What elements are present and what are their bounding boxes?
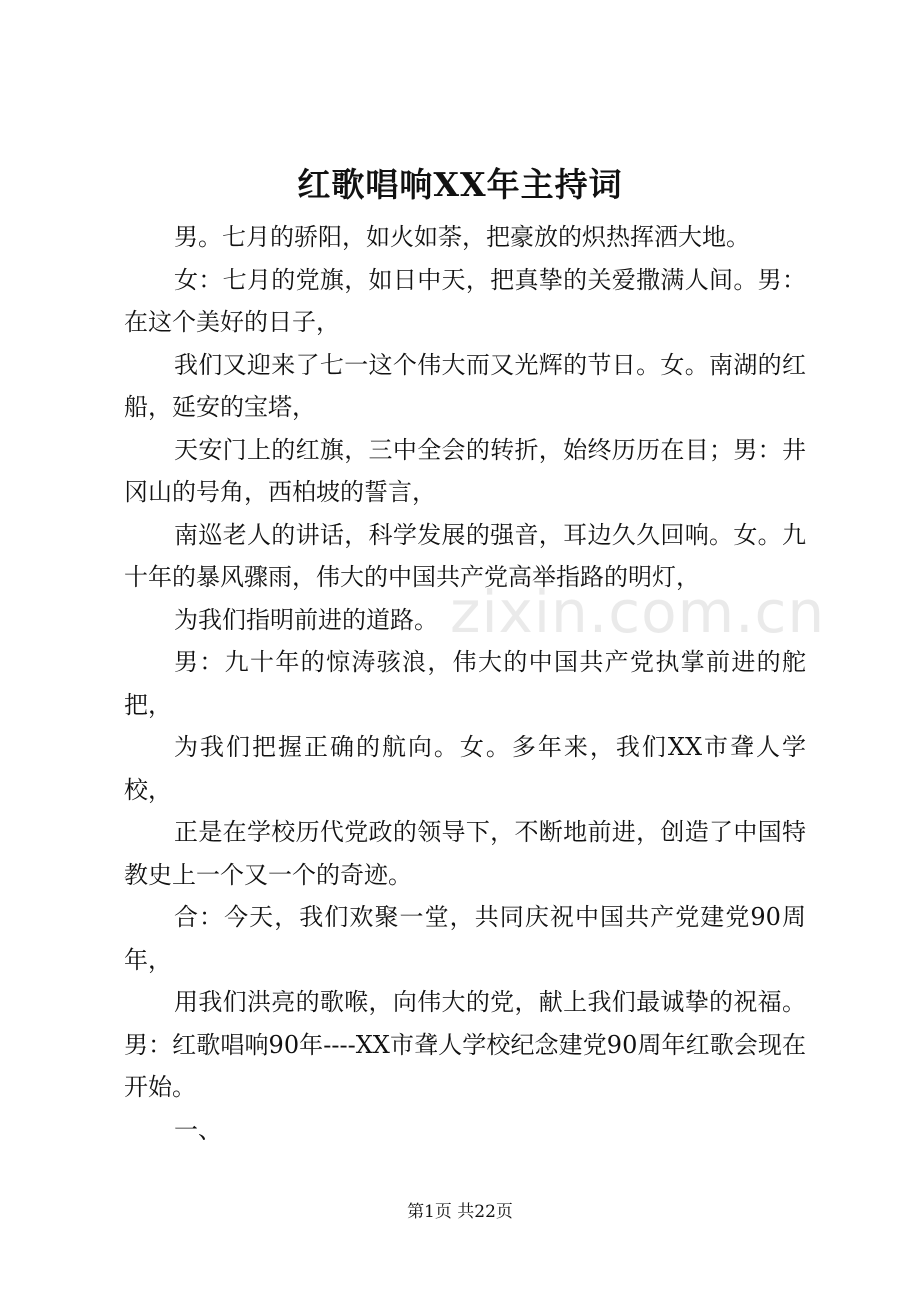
paragraph: 女：七月的党旗，如日中天，把真挚的关爱撒满人间。男：在这个美好的日子，: [124, 265, 806, 336]
paragraph: 用我们洪亮的歌喉，向伟大的党，献上我们最诚挚的祝福。男：红歌唱响90年----XX市聋人学校纪念建党90周年红歌会现在开始。: [124, 988, 806, 1101]
paragraph: 合：今天，我们欢聚一堂，共同庆祝中国共产党建党90周年，: [124, 903, 806, 974]
paragraph: 男：九十年的惊涛骇浪，伟大的中国共产党执掌前进的舵把，: [124, 648, 806, 719]
paragraph: 南巡老人的讲话，科学发展的强音，耳边久久回响。女。九十年的暴风骤雨，伟大的中国共产党高举指路的明灯，: [124, 520, 806, 591]
paragraph: 为我们把握正确的航向。女。多年来，我们XX市聋人学校，: [124, 733, 806, 804]
document-body: [124, 216, 806, 1151]
watermark: zixin.com.cn: [450, 578, 826, 646]
paragraph: 为我们指明前进的道路。: [174, 605, 438, 634]
page-footer: 第1页 共22页: [407, 1202, 513, 1222]
paragraph: 正是在学校历代党政的领导下，不断地前进，创造了中国特教史上一个又一个的奇迹。: [124, 818, 806, 889]
paragraph: 天安门上的红旗，三中全会的转折，始终历历在目；男：井冈山的号角，西柏坡的誓言，: [124, 435, 806, 506]
paragraph: 我们又迎来了七一这个伟大而又光辉的节日。女。南湖的红船，延安的宝塔，: [124, 350, 806, 421]
paragraph: 男。七月的骄阳，如火如荼，把豪放的炽热挥洒大地。: [174, 223, 750, 251]
document-title: 红歌唱响XX年主持词: [297, 165, 623, 204]
paragraph: 一、: [174, 1115, 222, 1144]
